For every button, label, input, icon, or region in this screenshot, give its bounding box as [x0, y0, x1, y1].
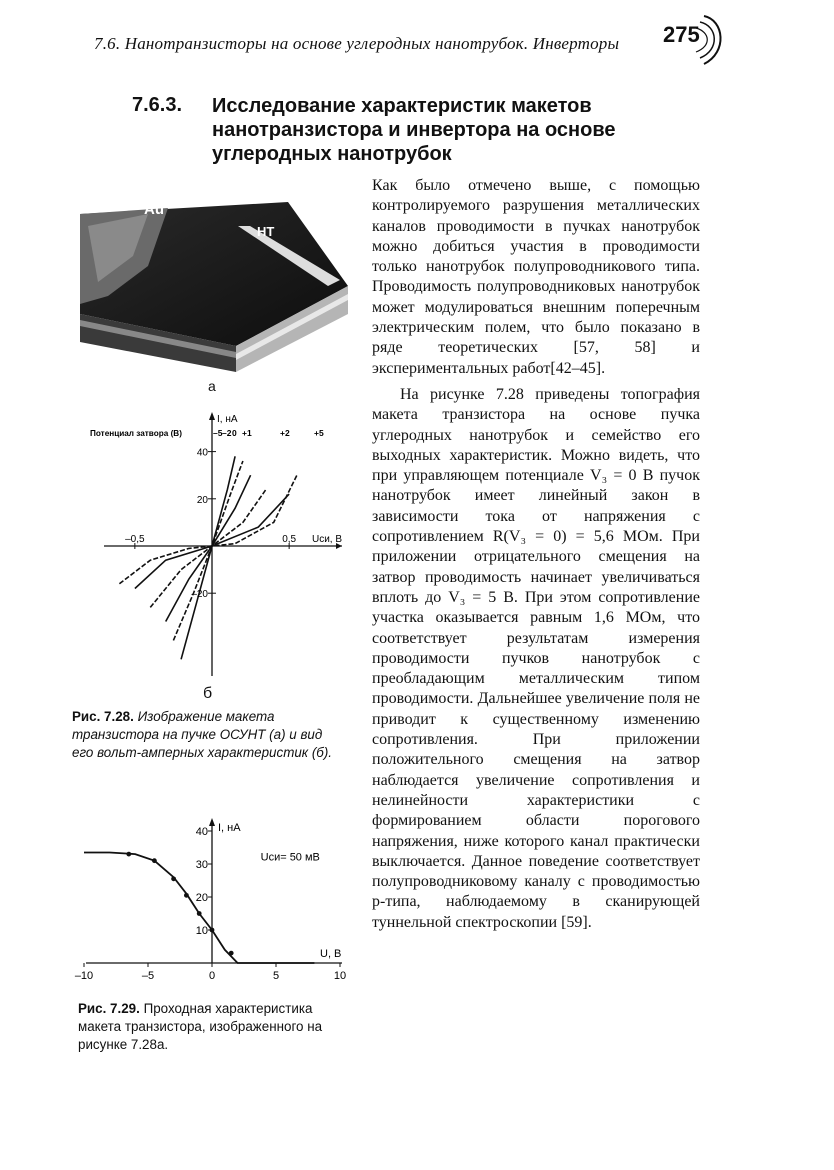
data-point	[126, 852, 131, 857]
photo-label-nt: НТ	[257, 224, 275, 239]
legend-value: –2	[222, 428, 232, 438]
data-point	[197, 911, 202, 916]
body-column	[372, 176, 700, 933]
iv-characteristics-chart	[90, 408, 352, 680]
y-axis-arrow	[209, 412, 215, 420]
x-tick-label: 5	[272, 970, 280, 982]
y-tick-label: 20	[196, 494, 208, 506]
figure-7-28-caption	[72, 708, 347, 762]
panel-label-a: а	[208, 378, 216, 394]
y-tick-label: 20	[195, 892, 208, 904]
panel-label-b: б	[203, 685, 213, 702]
figure-7-29-caption-label: Рис. 7.29.	[78, 1001, 140, 1016]
body-paragraph-2: На рисунке 7.28 приведены топография макета транзистора на основе пучка углеродных нанотрубок и семейство его выходных характеристик. Можно видеть, что при управляющем потенциале V₃ = 0 В пучок нанотрубок имеет линейный закон в зависимости тока от напряжения с сопротивлением R(V₃ = 0) = 5,6 МОм. При приложении отрицательного смещения на затвор проводимость начинает увеличиваться вплоть до V₃ = 5 В. При этом сопротивление участка оказывается равным 1,6 МОм, что соответствует результатам измерения проводимости пучков нанотрубок с преобладающим металлическим типом проводимости. Дальнейшее увеличение поля не приводит к существенному изменению сопротивления. При приложении положительного смещения на затвор наблюдается увеличение сопротивления и нелинейности характеристики с формированием области порогового напряжения, ниже которого канал практически выключается. Данное поведение соответствует полупроводниковому каналу с проводимостью p-типа, наблюдаемому в сканирующей туннельной спектроскопии [59].	[372, 385, 700, 931]
figure-7-28-caption-label: Рис. 7.28.	[72, 709, 134, 724]
data-point	[210, 928, 215, 933]
body-paragraph-1: Как было отмечено выше, с помощью контролируемого разрушения металлических каналов проводимости в пучках нанотрубок можно добиться участия в проводимости только нанотрубок полупроводникового типа. Проводимость полупроводниковых нанотрубок может модулироваться внешним поперечным электрическим полем, что было показано в ряде теоретических [57, 58] и экспериментальных работ[42–45].	[372, 177, 700, 377]
legend-value: +2	[280, 428, 290, 438]
x-tick-label: –0,5	[125, 534, 145, 545]
iv-curve-3	[150, 489, 266, 607]
legend-value: –5	[213, 428, 223, 438]
section-number: 7.6.3.	[132, 94, 183, 116]
x-tick-label: –5	[141, 970, 155, 982]
data-point	[152, 858, 157, 863]
legend-value: +1	[242, 428, 252, 438]
y-axis-label: I, нА	[217, 414, 238, 425]
page-number-swirl-icon	[690, 12, 730, 68]
figure-7-29-caption	[78, 1000, 348, 1054]
y-tick-label: –20	[191, 589, 208, 601]
legend-value: 0	[232, 428, 237, 438]
running-head: 7.6. Нанотранзисторы на основе углеродных нанотрубок. Инверторы	[94, 34, 620, 53]
iv-curve-2	[166, 475, 251, 621]
x-axis-label: U, В	[320, 948, 342, 960]
x-tick-label: 10	[333, 970, 347, 982]
y-tick-label: 40	[195, 826, 208, 838]
x-tick-label: 0	[208, 970, 216, 982]
y-tick-label: 30	[195, 859, 208, 871]
y-tick-label: 40	[196, 447, 208, 459]
figure-7-29-caption-text: Проходная характеристика макета транзистора, изображенного на рисунке 7.28а.	[78, 1001, 323, 1052]
y-axis-label: I, нА	[218, 822, 241, 834]
chart-annotation: Uси= 50 мВ	[260, 851, 320, 864]
x-tick-label: 0,5	[282, 534, 297, 545]
transistor-topography-image	[78, 196, 350, 376]
y-tick-label: 10	[195, 925, 208, 937]
legend-value: +5	[314, 428, 324, 438]
legend-title: Потенциал затвора (В)	[90, 429, 182, 438]
transfer-characteristic-chart	[70, 815, 360, 985]
photo-label-au: Au	[144, 201, 164, 218]
x-tick-label: –10	[74, 970, 94, 982]
figure-7-28-caption-text: Изображение макета транзистора на пучке ОСУНТ (а) и вид его вольт-амперных характеристик (б).	[72, 709, 333, 760]
section-title: Исследование характеристик макетов нанотранзистора и инвертора на основе углеродных нанотрубок	[212, 95, 616, 165]
y-axis-arrow	[209, 818, 215, 826]
data-point	[229, 951, 234, 956]
x-axis-label: Uси, В	[312, 534, 343, 545]
iv-curve-0	[181, 456, 235, 659]
data-point	[171, 876, 176, 881]
page-number: 275	[663, 22, 700, 47]
data-point	[184, 893, 189, 898]
iv-curve-5	[119, 475, 297, 584]
